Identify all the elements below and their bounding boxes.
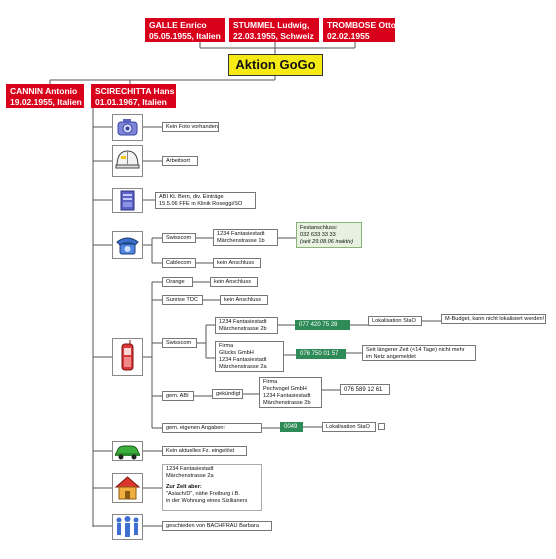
person-info: 02.02.1955 — [327, 30, 370, 41]
address-line: 1234 Fantasiestadt — [166, 466, 214, 472]
database-icon — [112, 188, 143, 213]
festnetz-address — [213, 229, 278, 246]
festanschluss-note — [296, 222, 362, 248]
mobile-number-4: 0049 — [280, 422, 303, 432]
wohnort-current-label: Zur Zeit aber: — [166, 484, 202, 490]
address-line: Firma — [263, 379, 278, 385]
address-line: 1234 Fantasiestadt — [219, 319, 267, 325]
provider-swisscom-mobile: Swisscom — [162, 338, 197, 348]
lokalisation-2: Lokalisation StaO — [322, 422, 376, 432]
wohnort-box — [162, 464, 262, 511]
address-line: Pechvogel GmbH — [263, 386, 307, 392]
person-trombose — [323, 18, 395, 42]
person-name: STUMMEL Ludwig, — [233, 20, 310, 30]
address-line: Märchenstrasse 2b — [263, 400, 311, 406]
note-line: Seit längerer Zeit (<14 Tage) nicht mehr — [366, 347, 465, 353]
person-name: SCIRECHITTA Hans — [95, 86, 175, 96]
address-line: 1234 Fantasiestadt — [263, 393, 311, 399]
arbeitsort-label: Arbeitsort — [162, 156, 198, 166]
person-name: CANNIN Antonio — [10, 86, 78, 96]
house-icon — [112, 473, 143, 503]
mbudget-note: M-Budget, kann nicht lokalisiert werden! — [441, 314, 546, 324]
mobile-address-3 — [259, 377, 322, 408]
family-icon — [112, 514, 143, 540]
gem-eigene-label: gem. eigenen Angaben: — [162, 423, 262, 433]
orange-status: kein Anschluss — [210, 277, 258, 287]
provider-orange: Orange — [162, 277, 193, 287]
wohnort-current-line: "Asiach/D", nähe Freiburg i.B. — [166, 491, 240, 497]
lokalisation-1: Lokalisation StaO — [368, 316, 422, 326]
provider-cablecom: Cablecom — [162, 258, 196, 268]
mobile-address-1 — [215, 317, 278, 334]
mobile-phone-icon — [112, 338, 143, 376]
person-name: TROMBOSE Otto — [327, 20, 396, 30]
mobile-number-2: 076 750 01 57 — [296, 349, 346, 359]
familie-note: geschieden von BACHFRAU Barbara — [162, 521, 272, 531]
person-info: 19.02.1955, Italien — [10, 96, 82, 107]
helmet-icon — [112, 145, 143, 177]
mobile-address-2 — [215, 341, 284, 372]
person-info: 01.01.1967, Italien — [95, 96, 167, 107]
person-info: 22.03.1955, Schweiz — [233, 30, 314, 41]
gekuendigt-label: gekündigt — [212, 389, 243, 399]
netz-note — [362, 345, 476, 361]
festanschluss-status: (seit 29.08.06 inaktiv) — [300, 239, 354, 245]
car-icon — [112, 441, 143, 461]
address-line: Firma — [219, 343, 234, 349]
telephone-icon — [112, 231, 143, 259]
foto-note: Kein Foto vorhanden — [162, 122, 219, 132]
mobile-number-3: 076 589 12 61 — [340, 384, 390, 395]
person-info: 05.05.1955, Italien — [149, 30, 221, 41]
address-line: Märchenstrasse 2a — [219, 364, 267, 370]
sunrise-status: kein Anschluss — [220, 295, 268, 305]
abi-entries — [155, 192, 256, 209]
person-stummel — [229, 18, 319, 42]
expand-toggle[interactable] — [378, 423, 385, 430]
provider-sunrise: Sunrise TDC — [162, 295, 203, 305]
person-galle — [145, 18, 225, 42]
provider-swisscom: Swisscom — [162, 233, 196, 243]
note-line: im Netz angemeldet — [366, 354, 416, 360]
person-cannin — [6, 84, 84, 108]
address-line: Märchenstrasse 2b — [219, 326, 267, 332]
camera-icon — [112, 114, 143, 141]
festanschluss-label: Festanschluss: — [300, 225, 338, 231]
gem-abi-label: gem. ABI — [162, 391, 194, 401]
address-line: 1234 Fantasiestadt — [219, 357, 267, 363]
abi-line2: 15.5.06 FFE in Klinik Roseggi/SO — [159, 201, 243, 207]
address-line: Märchenstrasse 2a — [166, 473, 214, 479]
person-name: GALLE Enrico — [149, 20, 207, 30]
fahrzeug-note: Kein aktuelles Fz. eingelöst — [162, 446, 247, 456]
address-line: 1234 Fantasiestadt — [217, 231, 265, 237]
cablecom-status: kein Anschluss — [213, 258, 261, 268]
wohnort-current-line: in der Wohnung eines Sizilianers — [166, 498, 248, 504]
festanschluss-number: 032 633 33 33 — [300, 232, 336, 238]
operation-title: Aktion GoGo — [228, 54, 323, 76]
address-line: Märchenstrasse 1b — [217, 238, 265, 244]
mobile-number-1: 077 420 75 28 — [295, 320, 350, 330]
abi-line1: ABI Kt. Bern, div. Einträge — [159, 194, 224, 200]
address-line: Glücks GmbH — [219, 350, 254, 356]
person-scirechitta — [91, 84, 176, 108]
